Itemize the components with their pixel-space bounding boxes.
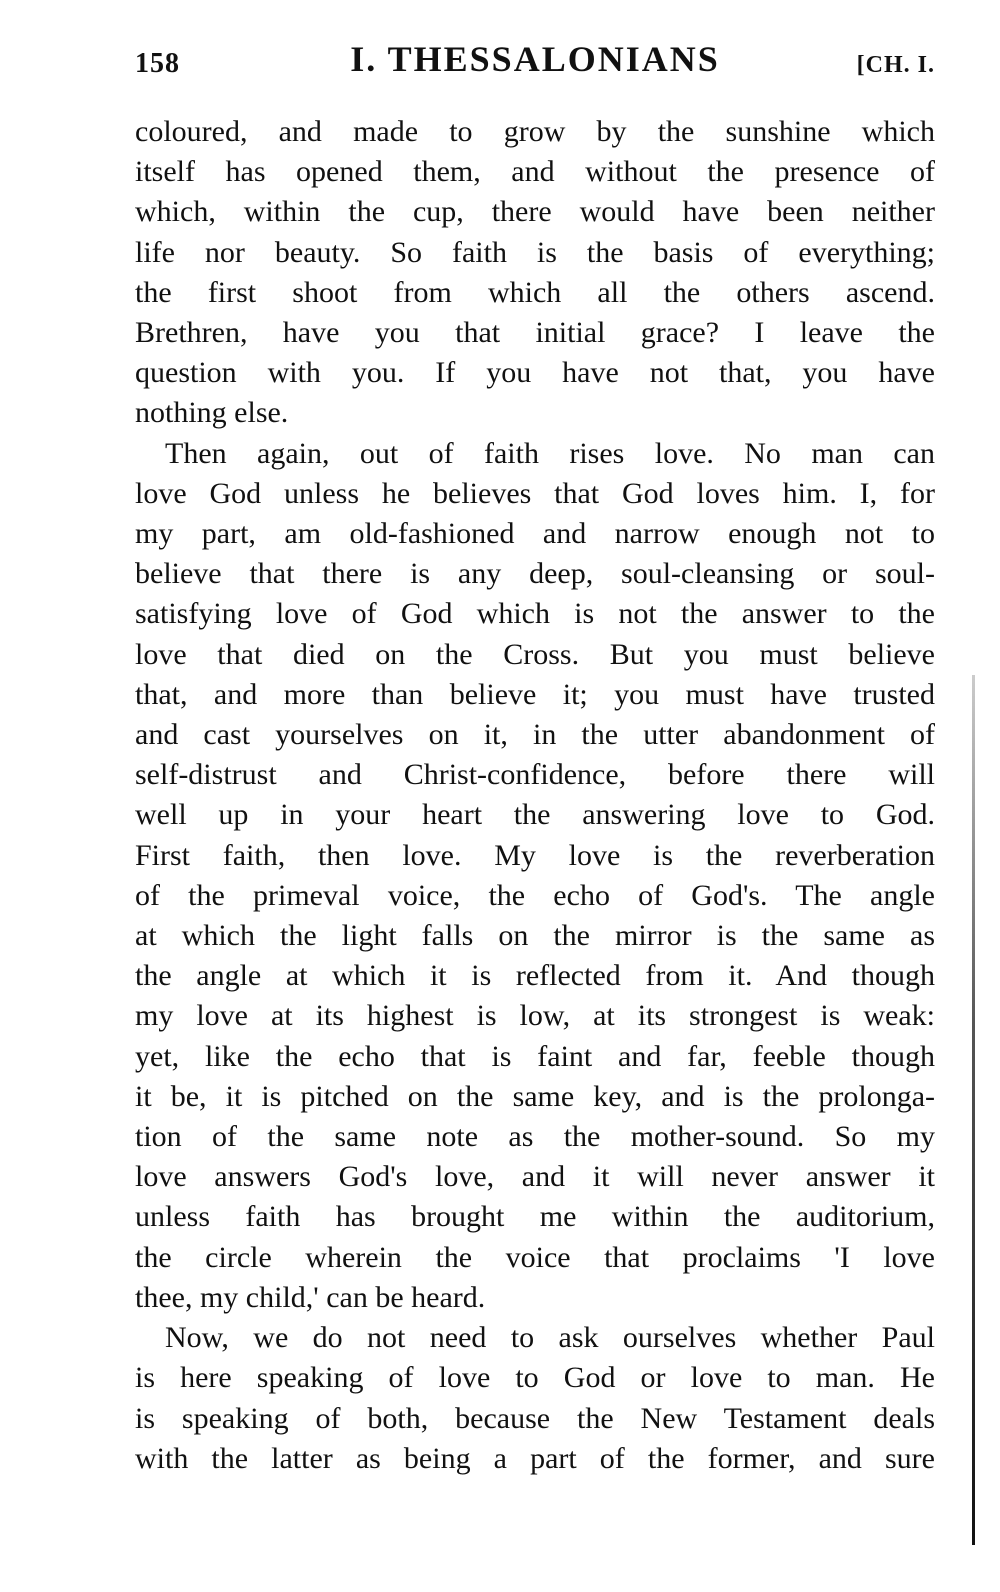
text-line: and cast yourselves on it, in the utter abandonment of [135, 718, 935, 752]
text-line: yet, like the echo that is faint and far, feeble though [135, 1039, 935, 1073]
text-line: the first shoot from which all the others ascend. [135, 275, 935, 309]
text-line: which, within the cup, there would have been neither [135, 195, 935, 229]
text-line: with the latter as being a part of the former, and sure [135, 1441, 935, 1475]
text-line: life nor beauty. So faith is the basis of everything; [135, 235, 935, 269]
text-line: of the primeval voice, the echo of God's. The angle [135, 878, 935, 912]
chapter-reference: [CH. I. [856, 52, 935, 78]
text-line: my part, am old-fashioned and narrow enough not to [135, 517, 935, 551]
text-line: nothing else. [135, 396, 289, 430]
page-number: 158 [135, 48, 180, 79]
text-line: believe that there is any deep, soul-cleansing or soul- [135, 557, 935, 591]
text-line: my love at its highest is low, at its strongest is weak: [135, 999, 935, 1033]
scan-edge-rule [972, 675, 975, 1545]
text-line: Now, we do not need to ask ourselves whether Paul [165, 1321, 935, 1355]
text-line: the angle at which it is reflected from it. And though [135, 959, 935, 993]
text-line: Then again, out of faith rises love. No man can [165, 436, 935, 470]
text-line: it be, it is pitched on the same key, and is the prolonga- [135, 1079, 935, 1113]
text-line: itself has opened them, and without the presence of [135, 155, 935, 189]
text-line: love that died on the Cross. But you must believe [135, 637, 935, 671]
text-line: Brethren, have you that initial grace? I leave the [135, 316, 935, 350]
text-line: tion of the same note as the mother-sound. So my [135, 1120, 935, 1154]
book-title: I. THESSALONIANS [350, 39, 720, 79]
text-line: is speaking of both, because the New Testament deals [135, 1401, 935, 1435]
body-text [135, 112, 935, 1479]
paragraph-2 [135, 434, 935, 1318]
text-line: unless faith has brought me within the auditorium, [135, 1200, 935, 1234]
text-line: that, and more than believe it; you must have trusted [135, 677, 935, 711]
text-line: satisfying love of God which is not the answer to the [135, 597, 935, 631]
text-line: love answers God's love, and it will never answer it [135, 1160, 935, 1194]
text-line: self-distrust and Christ-confidence, before there will [135, 758, 935, 792]
paragraph-3 [135, 1318, 935, 1479]
text-line: coloured, and made to grow by the sunshine which [135, 115, 935, 148]
text-line: love God unless he believes that God loves him. I, for [135, 476, 935, 510]
paragraph-1 [135, 112, 935, 434]
text-line: is here speaking of love to God or love to man. He [135, 1361, 935, 1395]
text-line: well up in your heart the answering love to God. [135, 798, 935, 832]
text-line: First faith, then love. My love is the reverberation [135, 838, 935, 872]
text-line: question with you. If you have not that, you have [135, 356, 935, 390]
text-line: thee, my child,' can be heard. [135, 1280, 486, 1314]
text-line: the circle wherein the voice that proclaims 'I love [135, 1240, 935, 1274]
text-line: at which the light falls on the mirror is the same as [135, 919, 935, 953]
running-head [135, 38, 935, 88]
